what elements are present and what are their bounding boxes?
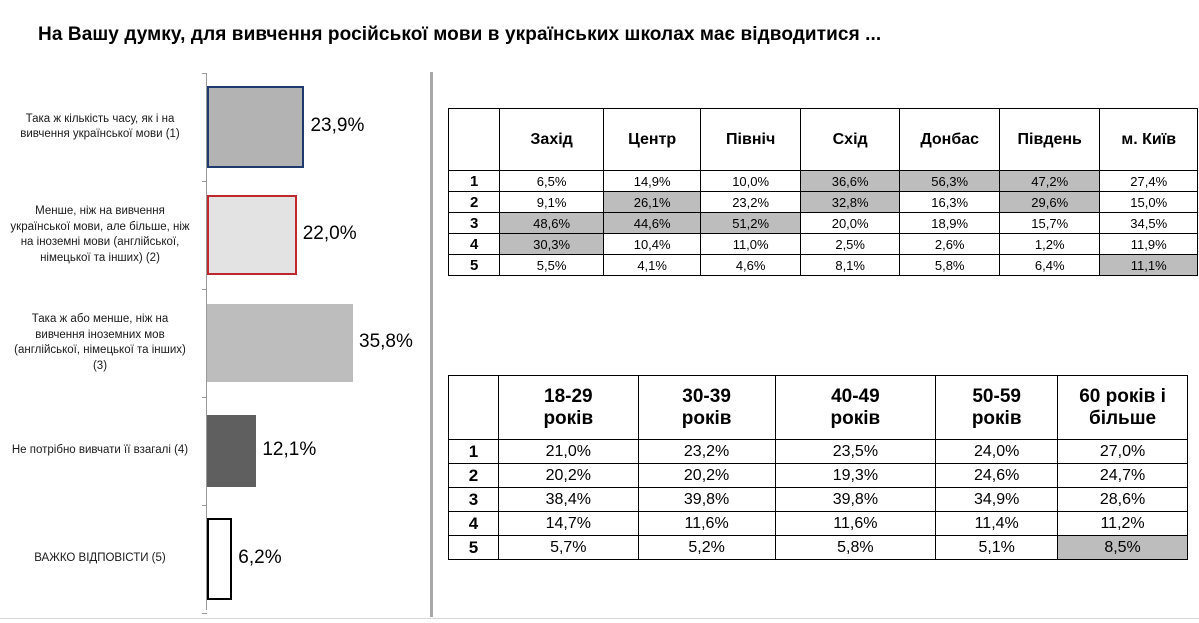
table-cell: 23,2%: [638, 440, 775, 464]
column-header-line: більше: [1088, 407, 1157, 429]
column-header: Захід: [500, 109, 604, 171]
column-header: Північ: [701, 109, 801, 171]
axis-tick: [202, 613, 207, 614]
row-label: 4: [449, 234, 500, 255]
column-header: Південь: [999, 109, 1100, 171]
table-cell: 8,1%: [800, 255, 900, 276]
table-cell: 24,0%: [936, 440, 1058, 464]
table-cell: 20,0%: [800, 213, 900, 234]
table-cell: 32,8%: [800, 192, 900, 213]
row-label: 1: [449, 440, 499, 464]
table-cell: 5,1%: [936, 536, 1058, 560]
value-label: 12,1%: [262, 439, 317, 460]
table-cell: 29,6%: [999, 192, 1100, 213]
column-header: [775, 376, 936, 440]
table-cell: 56,3%: [900, 171, 1000, 192]
table-cell: 34,5%: [1100, 213, 1198, 234]
table-cell: 26,1%: [603, 192, 700, 213]
row-label: 2: [449, 464, 499, 488]
table-cell: 2,6%: [900, 234, 1000, 255]
row-label: 5: [449, 536, 499, 560]
bar: [207, 518, 232, 600]
table-row: [449, 234, 1198, 255]
value-label: 22,0%: [302, 223, 357, 244]
row-label: 3: [449, 213, 500, 234]
table-cell: 15,0%: [1100, 192, 1198, 213]
category-label: ВАЖКО ВІДПОВІСТИ (5): [34, 552, 166, 565]
column-header-line: років: [681, 407, 732, 429]
value-label: 6,2%: [238, 547, 282, 568]
table-cell: 30,3%: [500, 234, 604, 255]
table-cell: 11,9%: [1100, 234, 1198, 255]
category-label: Менше, ніж на вивчення української мови, але більше, ніж на іноземні мови (англійської, німецької та інших) (2): [10, 205, 190, 264]
category-label: Не потрібно вивчати її взагалі (4): [11, 444, 189, 457]
vertical-divider: [430, 72, 433, 617]
table-cell: 51,2%: [701, 213, 801, 234]
table-header-row: [449, 376, 1188, 440]
column-header: [449, 109, 500, 171]
table-row: [449, 488, 1188, 512]
axis-tick: [202, 397, 207, 398]
row-label: 3: [449, 488, 499, 512]
axis-tick: [202, 289, 207, 290]
row-label: 4: [449, 512, 499, 536]
table-cell: 21,0%: [498, 440, 638, 464]
column-header: [638, 376, 775, 440]
table-row: [449, 536, 1188, 560]
table-cell: 16,3%: [900, 192, 1000, 213]
bar: [207, 415, 256, 487]
column-header: [449, 376, 499, 440]
region-table: [448, 108, 1198, 276]
table-header-row: [449, 109, 1198, 171]
table-cell: 20,2%: [638, 464, 775, 488]
column-header-line: 18-29: [544, 385, 593, 407]
bar: [207, 195, 297, 275]
table-cell: 8,5%: [1058, 536, 1188, 560]
axis-tick: [202, 181, 207, 182]
table-row: [449, 464, 1188, 488]
value-label: 35,8%: [359, 331, 413, 352]
table-cell: 19,3%: [775, 464, 936, 488]
table-cell: 5,5%: [500, 255, 604, 276]
table-cell: 5,8%: [900, 255, 1000, 276]
table-cell: 11,1%: [1100, 255, 1198, 276]
table-cell: 6,4%: [999, 255, 1100, 276]
column-header-line: років: [543, 407, 594, 429]
table-cell: 5,8%: [775, 536, 936, 560]
page-title: На Вашу думку, для вивчення російської мови в українських школах має відводитися ...: [38, 24, 882, 45]
table-row: [449, 440, 1188, 464]
column-header: [1058, 376, 1188, 440]
column-header-line: років: [830, 407, 881, 429]
table-cell: 23,5%: [775, 440, 936, 464]
table-cell: 23,2%: [701, 192, 801, 213]
table-cell: 47,2%: [999, 171, 1100, 192]
axis-tick: [202, 73, 207, 74]
bar-chart: [0, 70, 430, 623]
bar: [207, 304, 353, 382]
table-cell: 39,8%: [638, 488, 775, 512]
column-header: Центр: [603, 109, 700, 171]
table-cell: 38,4%: [498, 488, 638, 512]
column-header: [498, 376, 638, 440]
column-header-line: років: [971, 407, 1022, 429]
table-cell: 4,1%: [603, 255, 700, 276]
table-cell: 2,5%: [800, 234, 900, 255]
column-header-line: 30-39: [682, 385, 731, 407]
table-cell: 27,4%: [1100, 171, 1198, 192]
column-header: Схід: [800, 109, 900, 171]
bottom-rule: [0, 618, 1199, 619]
column-header-line: 40-49: [831, 385, 880, 407]
column-header-line: 50-59: [972, 385, 1021, 407]
table-row: [449, 192, 1198, 213]
table-cell: 11,4%: [936, 512, 1058, 536]
table-cell: 36,6%: [800, 171, 900, 192]
table-cell: 39,8%: [775, 488, 936, 512]
column-header: Донбас: [900, 109, 1000, 171]
category-label: Така ж або менше, ніж на вивчення іноземних мов (англійської, німецької та інших) (3): [14, 313, 186, 372]
row-label: 2: [449, 192, 500, 213]
table-cell: 44,6%: [603, 213, 700, 234]
table-cell: 5,2%: [638, 536, 775, 560]
table-row: [449, 512, 1188, 536]
value-label: 23,9%: [310, 115, 365, 136]
table-cell: 24,6%: [936, 464, 1058, 488]
table-cell: 14,7%: [498, 512, 638, 536]
table-cell: 4,6%: [701, 255, 801, 276]
bar: [207, 86, 304, 168]
row-label: 5: [449, 255, 500, 276]
category-label: Така ж кількість часу, як і на вивчення української мови (1): [20, 112, 180, 140]
table-row: [449, 171, 1198, 192]
column-header: м. Київ: [1100, 109, 1198, 171]
table-cell: 28,6%: [1058, 488, 1188, 512]
table-cell: 6,5%: [500, 171, 604, 192]
table-cell: 5,7%: [498, 536, 638, 560]
table-cell: 14,9%: [603, 171, 700, 192]
table-cell: 11,2%: [1058, 512, 1188, 536]
table-cell: 15,7%: [999, 213, 1100, 234]
table-cell: 9,1%: [500, 192, 604, 213]
table-cell: 11,6%: [638, 512, 775, 536]
table-cell: 18,9%: [900, 213, 1000, 234]
table-cell: 24,7%: [1058, 464, 1188, 488]
table-cell: 1,2%: [999, 234, 1100, 255]
axis-tick: [202, 505, 207, 506]
table-cell: 27,0%: [1058, 440, 1188, 464]
table-cell: 10,4%: [603, 234, 700, 255]
table-cell: 20,2%: [498, 464, 638, 488]
table-row: [449, 255, 1198, 276]
column-header: [936, 376, 1058, 440]
age-table: [448, 375, 1188, 560]
row-label: 1: [449, 171, 500, 192]
table-cell: 48,6%: [500, 213, 604, 234]
table-row: [449, 213, 1198, 234]
table-cell: 11,0%: [701, 234, 801, 255]
table-cell: 11,6%: [775, 512, 936, 536]
table-cell: 10,0%: [701, 171, 801, 192]
table-cell: 34,9%: [936, 488, 1058, 512]
column-header-line: 60 років і: [1079, 385, 1166, 407]
